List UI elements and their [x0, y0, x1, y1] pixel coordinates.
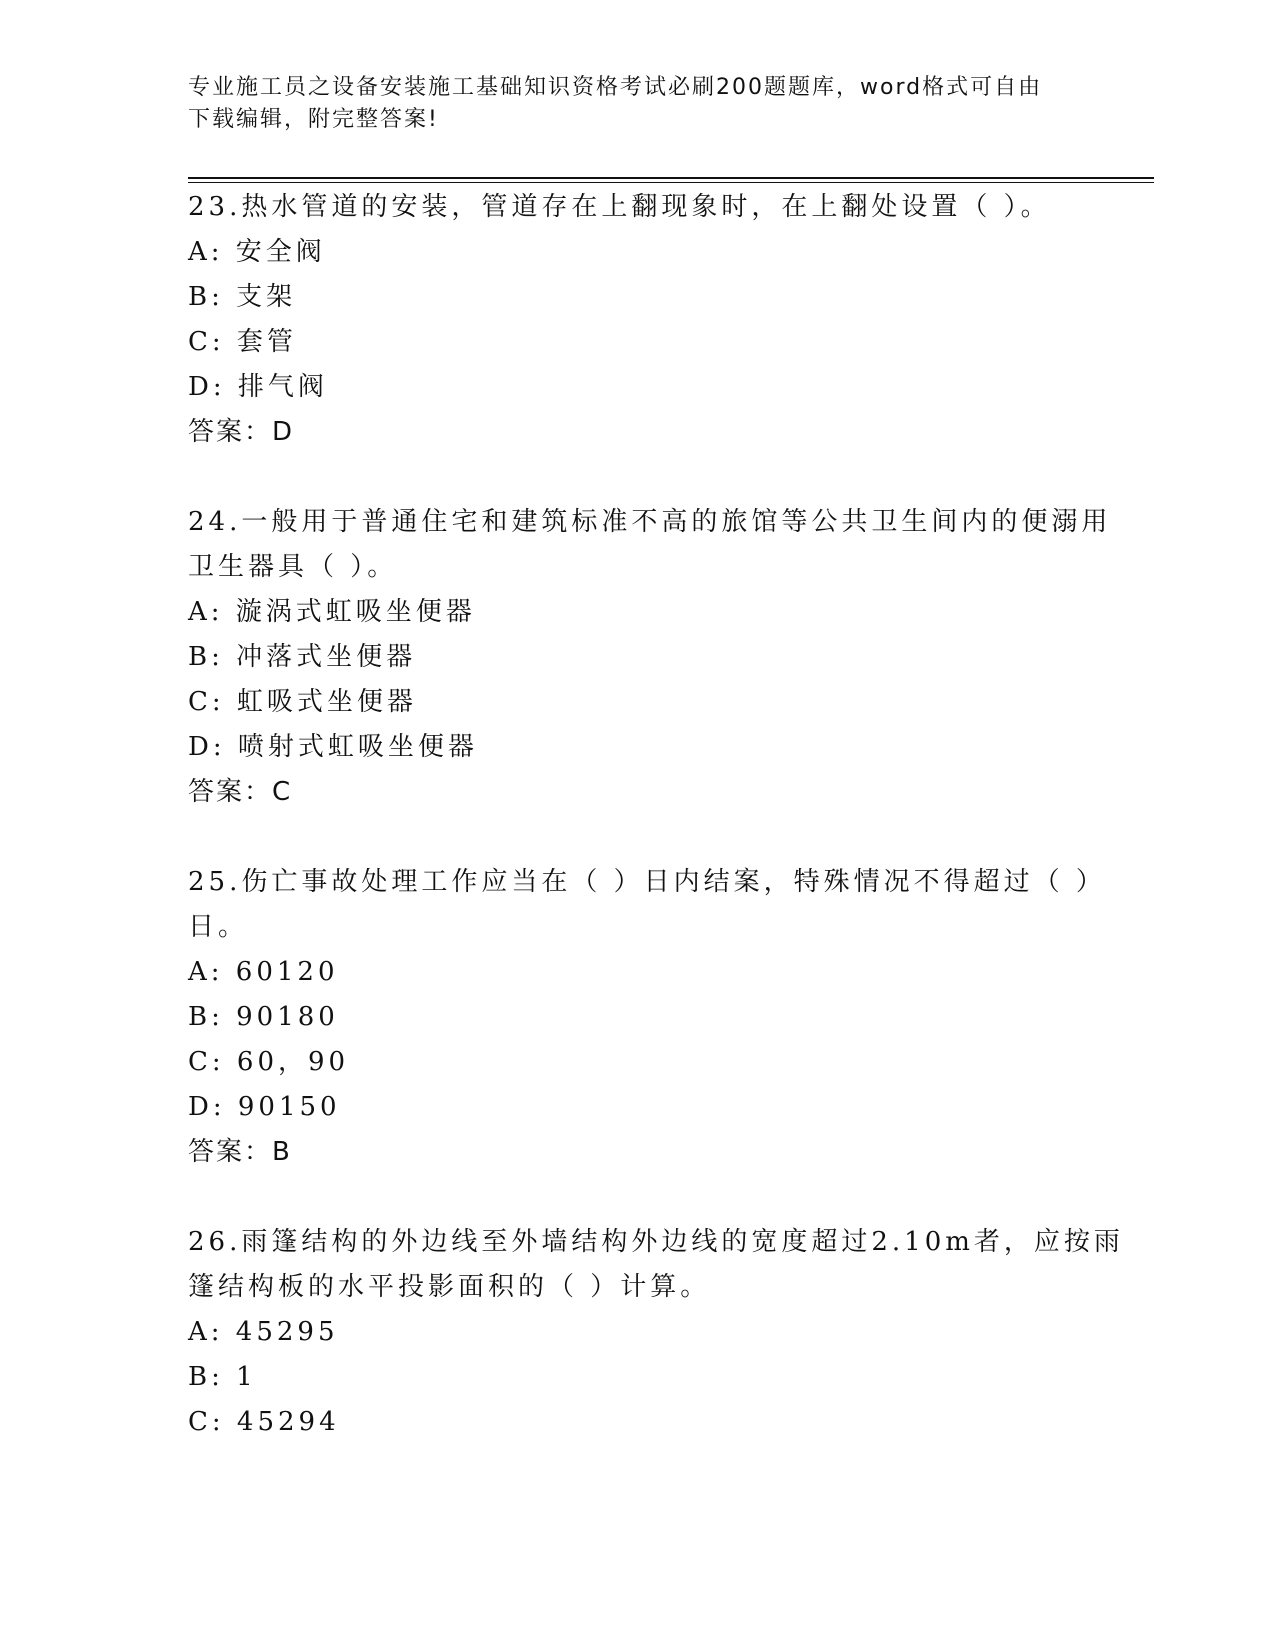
question-23-option-c: C: 套管 — [188, 327, 297, 357]
header-divider-thin — [188, 182, 1154, 183]
document-header — [188, 72, 1068, 136]
question-25-option-c: C: 60，90 — [188, 1047, 350, 1077]
question-24-answer: 答案：C — [188, 777, 293, 807]
question-23-option-a: A: 安全阀 — [188, 237, 326, 267]
question-26-option-a: A: 45295 — [188, 1317, 339, 1347]
question-25-stem-line-1: 25.伤亡事故处理工作应当在（ ）日内结案，特殊情况不得超过（ ） — [188, 867, 1106, 897]
question-23-option-d: D: 排气阀 — [188, 372, 328, 402]
question-24-option-c: C: 虹吸式坐便器 — [188, 687, 417, 717]
question-25-option-b: B: 90180 — [188, 1002, 339, 1032]
header-line-1: 专业施工员之设备安装施工基础知识资格考试必刷200题题库，word格式可自由 — [188, 75, 1043, 100]
question-25-stem-line-2: 日。 — [188, 912, 249, 942]
question-23-stem: 23.热水管道的安装，管道存在上翻现象时，在上翻处设置（ ）。 — [188, 192, 1051, 222]
question-24-option-a: A: 漩涡式虹吸坐便器 — [188, 597, 476, 627]
question-25-option-d: D: 90150 — [188, 1092, 341, 1122]
question-26-stem-line-1: 26.雨篷结构的外边线至外墙结构外边线的宽度超过2.10m者，应按雨 — [188, 1227, 1124, 1257]
question-24-stem-line-2: 卫生器具（ ）。 — [188, 552, 398, 582]
question-24-stem-line-1: 24.一般用于普通住宅和建筑标准不高的旅馆等公共卫生间内的便溺用 — [188, 507, 1112, 537]
header-line-2: 下载编辑，附完整答案! — [188, 107, 439, 132]
question-25-answer: 答案：B — [188, 1137, 292, 1167]
question-23-answer: 答案：D — [188, 417, 295, 447]
question-26-option-c: C: 45294 — [188, 1407, 340, 1437]
question-26-option-b: B: 1 — [188, 1362, 257, 1392]
question-23-option-b: B: 支架 — [188, 282, 297, 312]
question-24-option-d: D: 喷射式虹吸坐便器 — [188, 732, 478, 762]
question-25-option-a: A: 60120 — [188, 957, 339, 987]
question-26-stem-line-2: 篷结构板的水平投影面积的（ ）计算。 — [188, 1272, 711, 1302]
header-divider — [188, 177, 1154, 179]
question-24-option-b: B: 冲落式坐便器 — [188, 642, 417, 672]
